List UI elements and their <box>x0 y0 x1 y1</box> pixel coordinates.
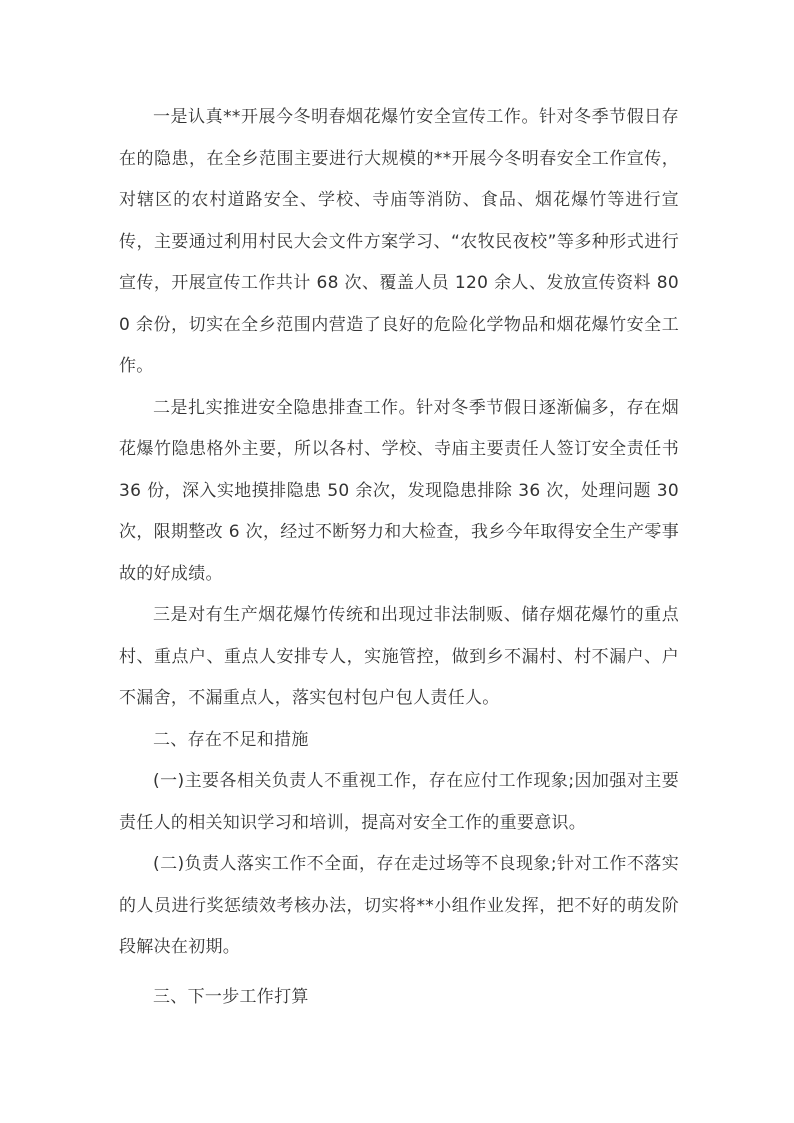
paragraph-hazard-inspection: 二是扎实推进安全隐患排查工作。针对冬季节假日逐渐偏多，存在烟花爆竹隐患格外主要，所以各村、学校、寺庙主要责任人签订安全责任书 36 份，深入实地摸排隐患 50 余次，发现隐患排除 36 次，处理问题 30 次，限期整改 6 次，经过不断努力和大检查，我乡今年取得安全生产零事故的好成绩。 <box>119 397 679 584</box>
shortcoming-item-1: (一)主要各相关负责人不重视工作，存在应付工作现象;因加强对主要责任人的相关知识学习和培训，提高对安全工作的重要意识。 <box>119 771 679 833</box>
section-heading-shortcomings: 二、存在不足和措施 <box>153 729 309 750</box>
document-body <box>119 97 679 1018</box>
paragraph-key-control: 三是对有生产烟花爆竹传统和出现过非法制贩、储存烟花爆竹的重点村、重点户、重点人安排专人，实施管控，做到乡不漏村、村不漏户、户不漏舍，不漏重点人，落实包村包户包人责任人。 <box>119 605 679 708</box>
shortcoming-item-2: (二)负责人落实工作不全面，存在走过场等不良现象;针对工作不落实的人员进行奖惩绩效考核办法，切实将**小组作业发挥，把不好的萌发阶段解决在初期。 <box>119 854 679 957</box>
section-heading-next-steps: 三、下一步工作打算 <box>153 986 309 1007</box>
paragraph-publicity-work: 一是认真**开展今冬明春烟花爆竹安全宣传工作。针对冬季节假日存在的隐患，在全乡范围主要进行大规模的**开展今冬明春安全工作宣传，对辖区的农村道路安全、学校、寺庙等消防、食品、烟花爆竹等进行宣传，主要通过利用村民大会文件方案学习、“农牧民夜校”等多种形式进行宣传，开展宣传工作共计 68 次、覆盖人员 120 余人、发放宣传资料 800 余份，切实在全乡范围内营造了良好的危险化学物品和烟花爆竹安全工作。 <box>119 107 679 376</box>
